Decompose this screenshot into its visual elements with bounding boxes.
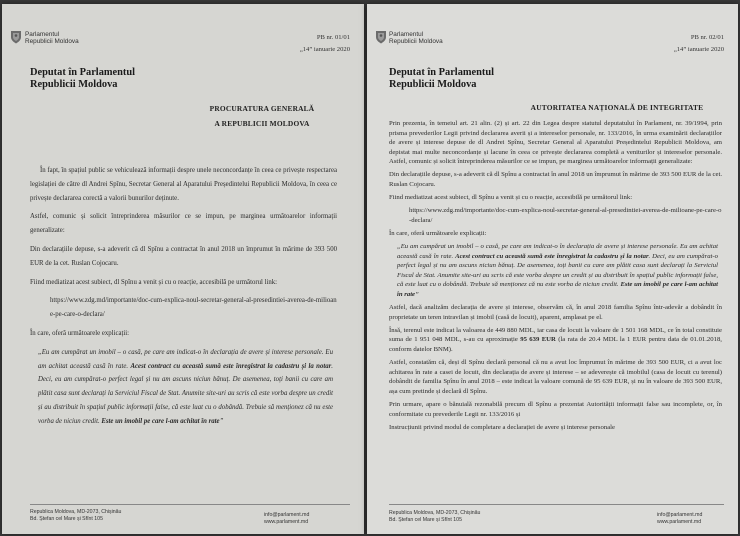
paragraph: Însă, terenul este indicat la valoarea de 449 880 MDL, iar casa de locuit la valoare de 1 501 168 MDL, ce în total constituie suma de 1 951 048 MDL, s-au cu aproximație 95 639 EUR (la rata de 20.4 MDL la 1 EUR pentru data de 01.01.2018, conform datelor BNM). xyxy=(389,326,722,353)
paragraph: Din declarațiile depuse, s-a adeverit că dl Spînu a contractat în anul 2018 un împrumut în mărime de 393 500 EUR de la cet. Ruslan Cojocaru. xyxy=(30,245,337,267)
letter-body xyxy=(389,119,722,436)
paragraph: Prin prezenta, în temeiul art. 21 alin. (2) și art. 22 din Legea despre statutul deputatului în Parlament, nr. 39/1994, prin prisma prevederilor Legii privind declararea averii și a intereselor personale, nr. 133/2016, în urma examinării declarațiilor de avere și interese depuse de dl Andrei Spînu, Secretar General al Aparatului Președintelui Republicii Moldova, am depistat mai multe neconcordanțe și lacune în ceea ce privește declararea completă a veniturilor și intereselor personale. Astfel, comunic și solicit întreprinderea măsurilor ce se impun, pe margineа următoarelor informații generalizate: xyxy=(389,120,722,166)
paragraph: Fiind mediatizat acest subiect, dl Spînu a venit și cu o reacție, accesibilă pe următorul link: xyxy=(30,278,278,286)
footer-address: Republica Moldova, MD-2073, Chișinău Bd. Ștefan cel Mare și Sfînt 105 xyxy=(30,509,122,522)
footer-divider xyxy=(389,504,724,505)
quoted-explanation: „Eu am cumpărat un imobil – o casă, pe care am indicat-o în declarația de avere și interese personale. Eu am achitat această casă în rate. Acest contract cu această sumă este înregistrat la cadastru și la notar. Deci, eu am cumpărat-o perfect legal și nu am ascuns niciun bănuț. De asemenea, toți banii cu care am plătit casa sunt declarați la Serviciul Fiscal de Stat. Anumite site-uri au scris că este vorba despre un credit și au distribuit în spațiul public informații false, că este luat cu o dobândă. Trebuie să menționez că nu este vorba de niciun credit. Este un imobil pe care l-am achitat în rate” xyxy=(38,348,333,425)
footer-contact: info@parlament.md www.parlament.md xyxy=(264,512,310,525)
letter-date: „14” ianuarie 2020 xyxy=(673,46,724,53)
paragraph: În care, oferă următoarele explicații: xyxy=(389,229,487,237)
paragraph: În fapt, în spațiul public se vehiculează informații despre unele neconcordanțe în ceea ce privește respectarea legislației de către dl Andrei Spînu, Secretar General al Aparatului Președintelui Republicii Moldova, în ceea ce privește declararea corectă a valorii bunurilor deținute. xyxy=(30,167,337,202)
letter-date: „14” ianuarie 2020 xyxy=(299,46,350,53)
reference-block xyxy=(300,34,350,54)
letter-page-integrity-authority xyxy=(367,4,738,534)
reference-number: PB nr. 02/01 xyxy=(690,34,724,41)
footer-divider xyxy=(30,504,350,505)
quoted-explanation: „Eu am cumpărat un imobil – o casă, pe care am indicat-o în declarația de avere și interese personale. Eu am achitat această casă în rate. Acest contract cu această sumă este înregistrat la cadastru și la notar. Deci, eu am cumpărat-o perfect legal și nu am ascuns niciun bănuț. De asemenea, toți banii cu care am plătit casa sunt declarați la Serviciul Fiscal de Stat. Anumite site-uri au scris că este vorba despre un credit și au distribuit în spațiul public informații false, că este luat cu o dobândă. Trebuie să menționez că nu este vorba de niciun credit. Este un imobil pe care l-am achitat în rate” xyxy=(397,243,718,298)
footer-contact: info@parlament.md www.parlament.md xyxy=(657,512,703,525)
paragraph: Astfel, constatăm că, deși dl Spînu declară personal că nu a avut loc împrumut în mărime de 393 500 EUR, ci a avut loc achitarea în rate a casei de locuit, din declarația de avere și interese – se adeverește că imobilul (casa de locuit cu terenul) dobândit de familia Spînu în anul 2018 – este indicat la valoare comună de 95 639 EUR, și nu în valoare de 393 500 EUR, așa cum pretinde și declară dl Spînu. xyxy=(389,359,722,395)
paragraph: În care, oferă următoarele explicații: xyxy=(30,329,130,337)
letter-body xyxy=(30,164,337,434)
letter-page-prosecutor xyxy=(2,4,364,534)
paragraph: Prin urmare, apare o bănuială rezonabilă precum dl Spînu a prezentat Autorității informații false sau incomplete, or, în conformitate cu prevederile Legii nr. 133/2016 și xyxy=(389,400,722,418)
reference-number: PB nr. 01/01 xyxy=(316,34,350,41)
paragraph: Instrucțiunii privind modul de completare a declarației de avere și interese personale xyxy=(389,423,615,431)
footer-address: Republica Moldova, MD-2073, Chișinău Bd. Ștefan cel Mare și Sfînt 105 xyxy=(389,510,481,523)
source-link: https://www.zdg.md/importante/doc-cum-explica-noul-secretar-general-al-presedintiei-averea-de-milioane-pe-care-o-declara/ xyxy=(50,297,337,319)
deputy-heading: Deputat în Parlamentul Republicii Moldova xyxy=(389,67,495,90)
recipient-block: AUTORITATEA NAȚIONALĂ DE INTEGRITATE xyxy=(530,103,704,112)
moldova-coat-of-arms-icon xyxy=(10,30,22,44)
parliament-name: Parlamentul Republicii Moldova xyxy=(25,31,79,46)
recipient-block: PROCURATURA GENERALĂ A REPUBLICII MOLDOVA xyxy=(209,104,315,128)
paragraph: Astfel, dacă analizăm declarația de avere și interese, observăm că, în anul 2018 familia Spînu într-adevăr a dobândit în proprietate un teren intravilan și imobil (casă de locuit), aparent, amplasat pe el. xyxy=(389,304,722,321)
reference-block xyxy=(674,34,724,54)
paragraph: Astfel, comunic și solicit întreprinderea măsurilor ce se impun, pe margineа următoarelor informații generalizate: xyxy=(30,213,337,235)
parliament-name: Parlamentul Republicii Moldova xyxy=(389,31,443,46)
deputy-heading: Deputat în Parlamentul Republicii Moldova xyxy=(30,67,136,90)
paragraph: Din declarațiile depuse, s-a adeverit că dl Spînu a contractat în anul 2018 un împrumut în mărime de 393 500 EUR de la cet. Ruslan Cojocaru. xyxy=(389,171,722,189)
moldova-coat-of-arms-icon xyxy=(375,30,387,44)
paragraph: Fiind mediatizat acest subiect, dl Spînu a venit și cu o reacție, accesibilă pe următorul link: xyxy=(389,194,633,202)
source-link: https://www.zdg.md/importante/doc-cum-explica-noul-secretar-general-al-presedintiei-averea-de-milioane-pe-care-o-declara/ xyxy=(409,207,722,224)
